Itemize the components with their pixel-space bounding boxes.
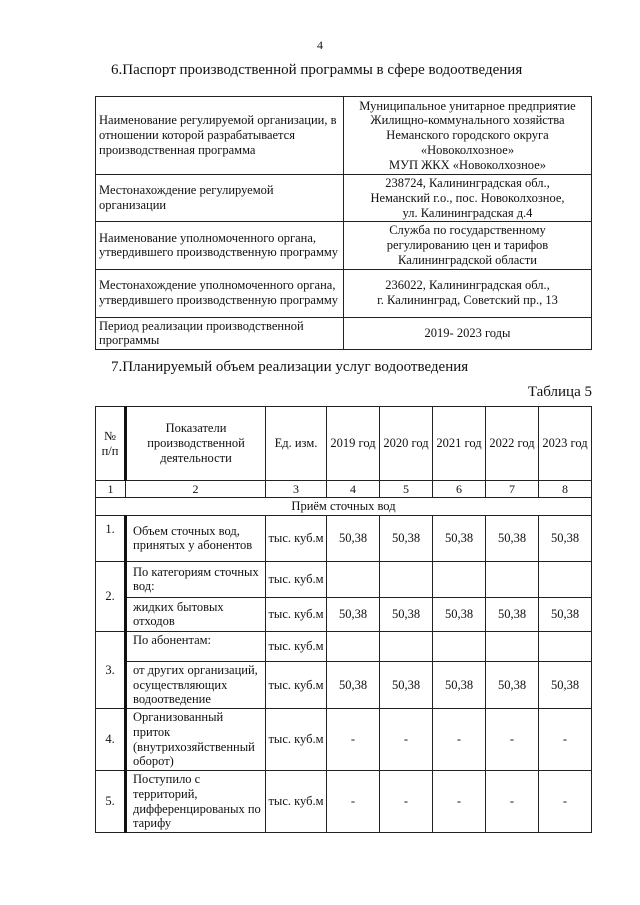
row-value: 50,38 (433, 515, 486, 561)
row-value: - (486, 709, 539, 771)
row-value: 50,38 (327, 515, 380, 561)
header-row (96, 407, 592, 481)
row-value: 50,38 (539, 597, 592, 631)
row-value: - (327, 709, 380, 771)
value-line: «Новоколхозное» (420, 142, 515, 157)
row-value: 50,38 (486, 661, 539, 708)
passport-value (344, 97, 592, 175)
row-value: 50,38 (380, 515, 433, 561)
header-unit: Ед. изм. (266, 407, 327, 481)
row-value: 50,38 (327, 661, 380, 708)
header-year: 2023 год (539, 407, 592, 481)
table-row (96, 771, 592, 833)
section-7-title: 7.Планируемый объем реализации услуг водоотведения (111, 359, 469, 375)
section-row (96, 498, 592, 516)
row-value: 50,38 (433, 661, 486, 708)
value-line: 238724, Калининградская обл., (385, 176, 550, 190)
col-number: 5 (380, 481, 433, 498)
row-unit: тыс. куб.м (266, 597, 327, 631)
row-value: - (433, 771, 486, 833)
table-row (96, 561, 592, 597)
row-num: 3. (96, 631, 126, 708)
value-line: МУП ЖКХ «Новоколхозное» (388, 157, 546, 172)
row-value (486, 631, 539, 661)
col-number: 4 (327, 481, 380, 498)
header-indicator: Показатели производственной деятельности (126, 407, 266, 481)
row-value: 50,38 (486, 597, 539, 631)
row-value (327, 631, 380, 661)
col-number: 1 (96, 481, 126, 498)
col-number: 6 (433, 481, 486, 498)
row-value: - (433, 709, 486, 771)
passport-row (96, 269, 592, 317)
passport-value (344, 269, 592, 317)
row-indicator: Организованный приток (внутрихозяйственный оборот) (126, 709, 266, 771)
row-unit: тыс. куб.м (266, 709, 327, 771)
value-line: Служба по государственному (389, 223, 546, 238)
row-value: - (486, 771, 539, 833)
row-value: - (380, 771, 433, 833)
row-unit: тыс. куб.м (266, 661, 327, 708)
header-num: № п/п (96, 407, 126, 481)
value-line: Неманский г.о., пос. Новоколхозное, (370, 190, 565, 205)
row-value: 50,38 (433, 597, 486, 631)
passport-label: Период реализации производственной программы (96, 317, 344, 350)
passport-table (95, 96, 592, 350)
row-value (486, 561, 539, 597)
value-line: Неманского городского округа (386, 128, 549, 143)
row-value: - (539, 771, 592, 833)
value-line: 236022, Калининградская обл., (385, 278, 550, 293)
row-value (539, 631, 592, 661)
column-number-row (96, 481, 592, 498)
table-row (96, 597, 592, 631)
row-indicator: По категориям сточных вод: (126, 561, 266, 597)
row-value (433, 561, 486, 597)
value-line: ул. Калининградская д.4 (402, 205, 533, 220)
value-line: г. Калининград, Советский пр., 13 (377, 293, 558, 307)
row-num: 4. (96, 709, 126, 771)
row-value (380, 561, 433, 597)
row-value: 50,38 (486, 515, 539, 561)
row-value: 50,38 (380, 597, 433, 631)
col-number: 2 (126, 481, 266, 498)
table-row (96, 515, 592, 561)
row-indicator: Объем сточных вод, принятых у абонентов (126, 515, 266, 561)
header-year: 2021 год (433, 407, 486, 481)
volume-table (95, 406, 592, 833)
passport-value (344, 175, 592, 222)
header-year: 2022 год (486, 407, 539, 481)
row-value: - (380, 709, 433, 771)
col-number: 8 (539, 481, 592, 498)
row-value (539, 561, 592, 597)
table-row (96, 661, 592, 708)
passport-label: Местонахождение регулируемой организации (96, 175, 344, 222)
value-line: Муниципальное унитарное предприятие (359, 98, 576, 113)
value-line: Калининградской области (398, 252, 537, 267)
header-year: 2020 год (380, 407, 433, 481)
passport-value (344, 317, 592, 350)
row-unit: тыс. куб.м (266, 631, 327, 661)
row-value (327, 561, 380, 597)
row-indicator: от других организаций, осуществляющих водоотведение (126, 661, 266, 708)
value-line: регулированию цен и тарифов (386, 238, 549, 252)
section-title: Приём сточных вод (96, 498, 592, 516)
table-row (96, 631, 592, 661)
row-value: 50,38 (327, 597, 380, 631)
passport-row (96, 317, 592, 350)
header-year: 2019 год (327, 407, 380, 481)
row-unit: тыс. куб.м (266, 515, 327, 561)
table-row (96, 709, 592, 771)
row-unit: тыс. куб.м (266, 771, 327, 833)
row-value (380, 631, 433, 661)
passport-label: Наименование регулируемой организации, в отношении которой разрабатывается производственная программа (96, 97, 344, 175)
row-value: 50,38 (380, 661, 433, 708)
row-indicator: По абонентам: (126, 631, 266, 661)
passport-row (96, 175, 592, 222)
row-value: - (539, 709, 592, 771)
passport-value (344, 222, 592, 269)
value-line: Жилищно-коммунального хозяйства (370, 113, 565, 128)
page-number: 4 (317, 38, 323, 52)
row-value: - (327, 771, 380, 833)
row-unit: тыс. куб.м (266, 561, 327, 597)
row-value: 50,38 (539, 661, 592, 708)
passport-row (96, 97, 592, 175)
table-caption: Таблица 5 (527, 384, 592, 400)
passport-label: Наименование уполномоченного органа, утвердившего производственную программу (96, 222, 344, 269)
row-indicator: жидких бытовых отходов (126, 597, 266, 631)
row-indicator: Поступило с территорий, дифференцированых по тарифу (126, 771, 266, 833)
col-number: 7 (486, 481, 539, 498)
passport-label: Местонахождение уполномоченного органа, утвердившего производственную программу (96, 269, 344, 317)
row-value (433, 631, 486, 661)
row-num: 1. (96, 515, 126, 561)
section-6-title: 6.Паспорт производственной программы в сфере водоотведения (111, 62, 523, 78)
passport-row (96, 222, 592, 269)
row-value: 50,38 (539, 515, 592, 561)
row-num: 2. (96, 561, 126, 631)
row-num: 5. (96, 771, 126, 833)
value-line: 2019- 2023 годы (424, 325, 511, 340)
col-number: 3 (266, 481, 327, 498)
